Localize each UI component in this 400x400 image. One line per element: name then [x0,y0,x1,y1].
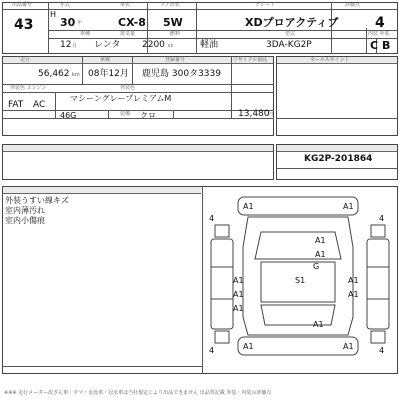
lot-label: 出品番号 [12,2,33,8]
fuel-label: 燃料 [170,31,181,37]
usage-label: 車種 [80,31,91,37]
model-code-value: 3DA-KG2P [266,40,312,50]
model-code-label: 型式 [285,31,296,37]
year-label: 年式 [60,2,71,8]
month-suffix: 月 [72,43,78,49]
lot-number: 43 [14,17,34,33]
recycle-label-head: リサイクル預託 [233,57,268,63]
mark-2: A1 [343,202,354,211]
door-type: 5W [163,16,183,29]
mark-13: A1 [243,342,254,351]
door-label: ドア形状 [160,2,180,8]
car-damage-diagram [203,187,397,373]
capacity-value: 46G [60,111,77,120]
year-suffix: 年 [77,20,83,26]
mileage-value: 56,462 [38,69,70,79]
left-side-outline [211,239,233,329]
grade-value: XDプロアクティブ [245,16,339,29]
rear-right-count: 4 [379,346,385,355]
recycle-unit: 円 [268,112,274,118]
shaken-value: 08年12月 [88,69,129,79]
mark-6: S1 [295,276,306,285]
rear-window-outline [261,305,335,325]
mark-12: A1 [313,320,324,329]
month-value: 12 [60,40,72,50]
rear-right-wheel [371,331,385,343]
mark-9: A1 [233,290,244,299]
displacement-label: 排気量 [120,31,136,37]
maker-model: CX-8 [118,16,146,29]
overall-score: 4 [375,15,385,31]
windshield-outline [255,232,341,259]
mark-10: A1 [348,290,359,299]
recycle-fee: 13,480 [238,109,270,119]
ac-value: AC [33,100,46,110]
plate-value: 鹿児島 300タ3339 [142,69,221,79]
note-3: 室内小傷痕 [5,216,45,225]
model-label: 車名 [120,2,131,8]
mark-1: A1 [243,202,254,211]
shaken-label: 車検 [100,57,111,63]
chassis-number: KG2P-201864 [304,154,373,164]
color-code-label: 外装色 [120,85,136,91]
rear-left-wheel [215,331,229,343]
footer-notice: ※※※ 走行メーター改ざん車・タマ・水没車・冠水車は当社規定により出品できません 出品票記載 外装・内装の評価点 [4,390,272,396]
front-right-count: 4 [379,214,385,223]
grade-label: グレード [255,2,276,8]
front-right-wheel [371,225,385,237]
color-value: マシーングレープレミアムM [70,94,172,103]
front-bumper-outline [238,197,358,215]
mileage-label: 走行 [20,57,31,63]
rear-left-count: 4 [209,346,215,355]
mark-8: A1 [348,276,359,285]
year-value: 30 [60,16,76,29]
color-label: 外装色 エンジン [10,85,47,91]
mark-14: A1 [343,342,354,351]
recycle-type: クロ [140,111,156,120]
dash-label: 装備 [120,111,131,117]
mark-3: A1 [315,236,326,245]
year-era: H [50,10,57,19]
front-left-count: 4 [209,214,215,223]
usage-value: レンタ [94,40,121,50]
displacement-unit: cc [168,43,174,49]
note-2: 室内薄汚れ [5,206,45,215]
displacement-value: 2200 [142,40,165,50]
front-left-wheel [215,225,229,237]
sales-points-label: セールスポイント [310,57,350,63]
rear-bumper-outline [238,337,358,355]
int-ext-label: 内装 外装 [368,31,390,37]
fuel-value: 軽油 [200,40,219,50]
mark-7: A1 [233,276,244,285]
score-label: 評価点 [345,2,361,8]
mark-11: A1 [233,304,244,313]
interior-grade: C [370,39,379,52]
right-side-outline [367,239,389,329]
note-1: 外装うすい線キズ [5,196,69,205]
mark-4: A1 [315,250,326,259]
plate-label: 登録番号 [165,57,186,63]
transmission-value: FAT [8,100,24,110]
exterior-grade: B [382,39,391,52]
sales-points-block [276,56,398,136]
mileage-unit: km [72,72,80,78]
mark-5: G [313,262,320,271]
